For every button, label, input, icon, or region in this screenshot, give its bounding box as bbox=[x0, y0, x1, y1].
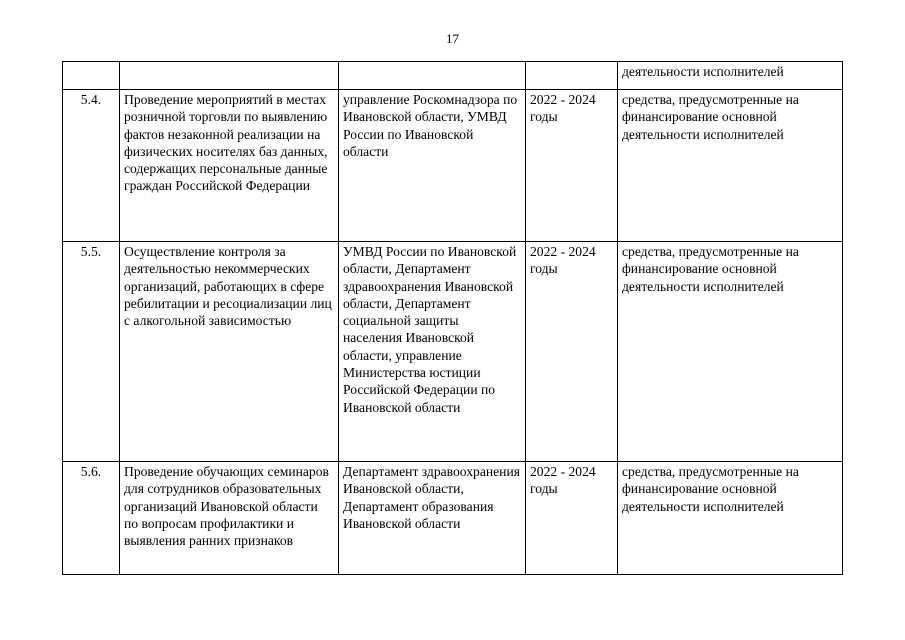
cell-number: 5.4. bbox=[63, 90, 120, 242]
cell-funding: средства, предусмотренные на финансирование основной деятельности исполнителей bbox=[618, 242, 843, 462]
cell-funding: средства, предусмотренные на финансирование основной деятельности исполнителей bbox=[618, 90, 843, 242]
cell-activity: Осуществление контроля за деятельностью некоммерческих организаций, работающих в сфере ребилитации и ресоциализации лиц с алкогольной зависимостью bbox=[120, 242, 339, 462]
cell-number: 5.5. bbox=[63, 242, 120, 462]
table-row bbox=[63, 242, 843, 462]
cell-period: 2022 - 2024 годы bbox=[526, 462, 618, 575]
cell-executors: управление Роскомнадзора по Ивановской области, УМВД России по Ивановской области bbox=[339, 90, 526, 242]
cell-number: 5.6. bbox=[63, 462, 120, 575]
cell-executors: УМВД России по Ивановской области, Департамент здравоохранения Ивановской области, Департамент социальной защиты населения Ивановской области, управление Министерства юстиции Российской Федерации по Ивановской области bbox=[339, 242, 526, 462]
table-row bbox=[63, 90, 843, 242]
cell-period bbox=[526, 62, 618, 90]
cell-executors: Департамент здравоохранения Ивановской области, Департамент образования Ивановской области bbox=[339, 462, 526, 575]
cell-number bbox=[63, 62, 120, 90]
cell-period: 2022 - 2024 годы bbox=[526, 242, 618, 462]
cell-funding: средства, предусмотренные на финансирование основной деятельности исполнителей bbox=[618, 462, 843, 575]
cell-executors bbox=[339, 62, 526, 90]
measures-table bbox=[62, 61, 843, 575]
cell-activity: Проведение мероприятий в местах розничной торговли по выявлению фактов незаконной реализации на физических носителях баз данных, содержащих персональные данные граждан Российской Федерации bbox=[120, 90, 339, 242]
cell-funding: деятельности исполнителей bbox=[618, 62, 843, 90]
table-row-continuation bbox=[63, 62, 843, 90]
page-number: 17 bbox=[446, 31, 459, 46]
cell-activity bbox=[120, 62, 339, 90]
table-row bbox=[63, 462, 843, 575]
cell-activity: Проведение обучающих семинаров для сотрудников образовательных организаций Ивановской области по вопросам профилактики и выявления ранних признаков bbox=[120, 462, 339, 575]
cell-period: 2022 - 2024 годы bbox=[526, 90, 618, 242]
